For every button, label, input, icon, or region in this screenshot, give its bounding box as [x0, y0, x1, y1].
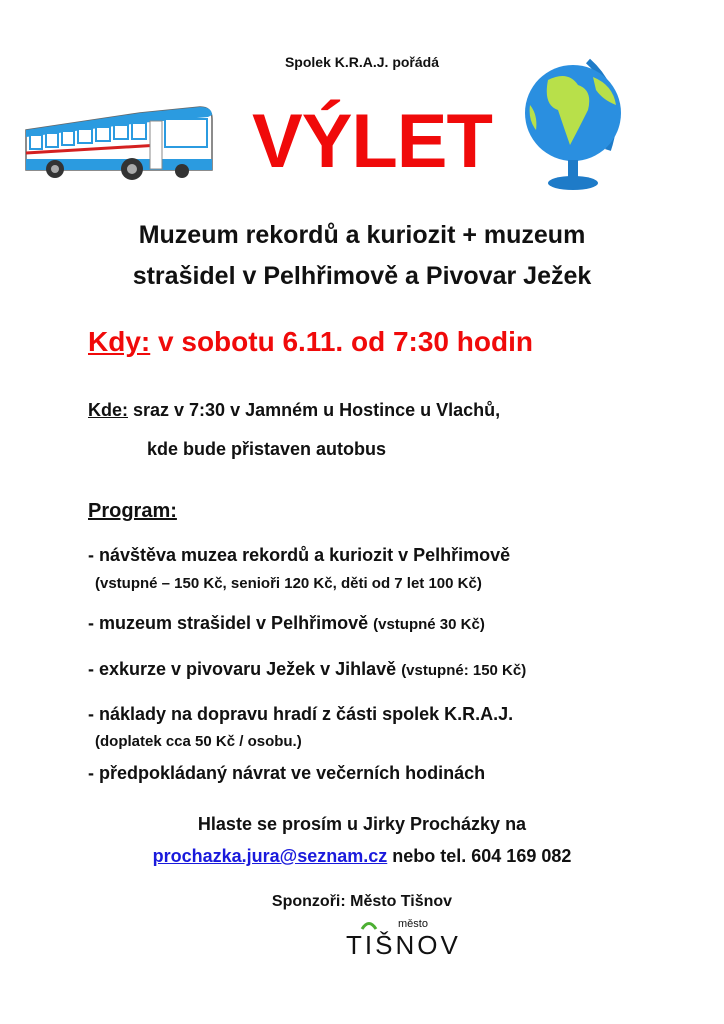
subtitle-line-1: Muzeum rekordů a kuriozit + muzeum: [138, 221, 586, 249]
program-item: - náklady na dopravu hradí z části spolek K.R.A.J.: [88, 704, 514, 724]
program-item: - předpokládaný návrat ve večerních hodinách: [88, 763, 486, 783]
logo-arc-icon: [360, 920, 378, 930]
subtitle-line-2: strašidel v Pelhřimově a Pivovar Ježek: [132, 262, 592, 290]
organizer-text: Spolek K.R.A.J. pořádá: [284, 54, 440, 70]
program-item-note: (vstupné – 150 Kč, senioři 120 Kč, děti od 7 let 100 Kč): [95, 575, 482, 592]
phone-text: nebo tel. 604 169 082: [387, 846, 572, 866]
program-item-text: - exkurze v pivovaru Ježek v Jihlavě: [88, 659, 397, 679]
contact-line-2: [0, 846, 724, 867]
email-link[interactable]: prochazka.jura@seznam.cz: [152, 846, 388, 866]
program-item: [88, 613, 485, 634]
when-text: v sobotu 6.11. od 7:30 hodin: [150, 326, 533, 357]
logo-big-text: TIŠNOV: [346, 930, 461, 960]
program-item-text: - muzeum strašidel v Pelhřimově: [88, 613, 369, 633]
tisnov-logo: [346, 918, 466, 960]
when-label: Kdy:: [88, 326, 151, 357]
program-item: [88, 659, 526, 680]
program-item: - návštěva muzea rekordů a kuriozit v Pelhřimově: [88, 545, 511, 565]
where-line-1: [88, 400, 500, 421]
title-vylet: VÝLET: [252, 99, 492, 184]
program-heading: Program:: [88, 500, 177, 522]
logo-small-text: město: [398, 918, 428, 930]
globe-icon: [518, 55, 628, 195]
contact-line-1: Hlaste se prosím u Jirky Procházky na: [197, 814, 527, 834]
bus-icon: [20, 95, 215, 185]
when-line: [88, 326, 533, 358]
where-line-2: kde bude přistaven autobus: [147, 439, 387, 459]
where-label: Kde:: [88, 400, 128, 420]
program-item-note: (vstupné 30 Kč): [373, 616, 485, 633]
where-text: sraz v 7:30 v Jamném u Hostince u Vlachů,: [128, 400, 501, 420]
sponsors-text: Sponzoři: Město Tišnov: [271, 893, 453, 910]
program-item-note: (vstupné: 150 Kč): [401, 662, 527, 679]
program-item-note: (doplatek cca 50 Kč / osobu.): [95, 733, 302, 750]
